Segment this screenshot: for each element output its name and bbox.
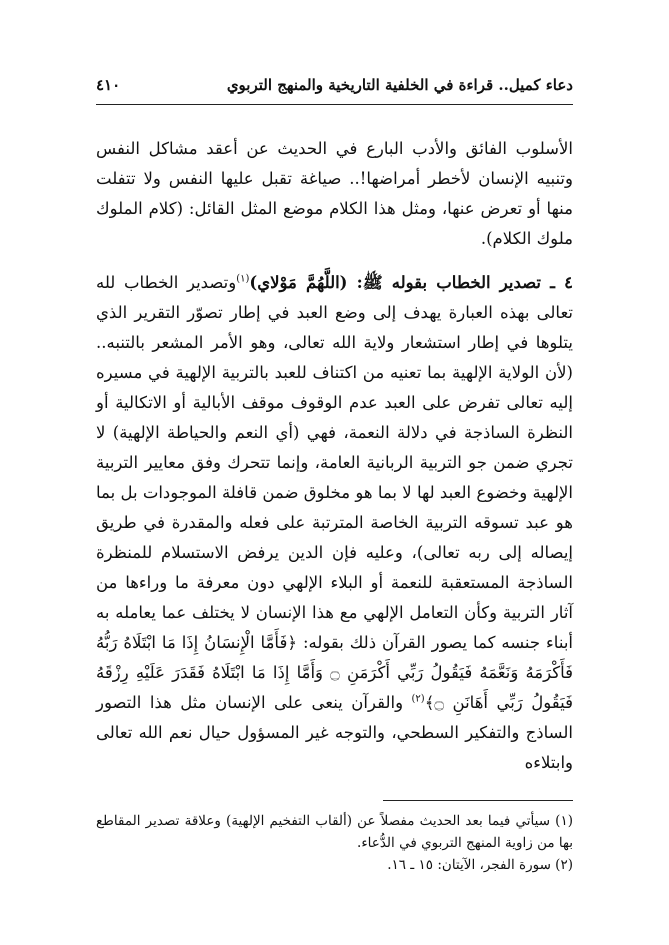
- footnote-2: (٢) سورة الفجر، الآيتان: ١٥ ـ ١٦.: [387, 857, 573, 873]
- paragraph-1: الأسلوب الفائق والأدب البارع في الحديث عن أعقد مشاكل النفس وتنبيه الإنسان لأخطر أمراضها!.. صياغة تقبل عليها النفس ولا تتفلت منها أو تعرض عنها، ومثل هذا الكلام موضع المثل القائل: (كلام الملوك ملوك الكلام).: [96, 139, 573, 248]
- footnotes: [96, 810, 573, 876]
- main-text: [96, 134, 573, 778]
- running-title: دعاء كميل.. قراءة في الخلفية التاريخية والمنهج التربوي: [226, 76, 573, 94]
- header-divider: [96, 104, 573, 105]
- footnote-divider: [383, 800, 573, 801]
- page-number: ٤١٠: [96, 76, 121, 94]
- paragraph-2-body: وتصدير الخطاب لله تعالى بهذه العبارة يهدف إلى وضع العبد في إطار تصوّر التقرير الذي يتلوها في إطار استشعار ولاية الله تعالى، وهو الأمر المشعر بالتنبه.. (لأن الولاية الإلهية بما تعنيه من اكتناف للعبد بالتربية الإلهية في مسيره إليه تعالى تفرض على العبد عدم الوقوف موقف الأبالية أو الاتكالية أو النظرة الساذجة في دلالة النعمة، فهي (أي النعم والحياطة الإلهية) لا تجري ضمن جو التربية الربانية العامة، وإنما تتحرك وفق معايير التربية الإلهية وخضوع العبد لها لا بما هو مخلوق ضمن قافلة الموجودات بل بما هو عبد تسوقه التربية الخاصة المترتبة على فعله والمقدرة في طريق إيصاله إلى ربه تعالى)، وعليه فإن الدين يرفض الاستسلام للمنظرة الساذجة المستعقبة للنعمة أو البلاء الإلهي دون معرفة ما وراءها من آثار التربية وكأن التعامل الإلهي مع هذا الإنسان لا يختلف عما يعامله به أبناء جنسه كما يصور القرآن ذلك بقوله: ﴿فَأَمَّا الْإِنسَانُ إِذَا مَا ابْتَلَاهُ رَبُّهُ فَأَكْرَمَهُ وَنَعَّمَهُ فَيَقُولُ رَبِّي أَكْرَمَنِ ۝ وَأَمَّا إِذَا مَا ابْتَلَاهُ فَقَدَرَ عَلَيْهِ رِزْقَهُ فَيَقُولُ رَبِّي أَهَانَنِ ۝﴾: [96, 273, 574, 712]
- paragraph-2-lead: ٤ ـ تصدير الخطاب بقوله ﷺ: (اللَّهُمَّ مَوْلاي): [249, 273, 573, 292]
- page-header: [96, 72, 573, 98]
- footnote-ref-1: (١): [236, 273, 250, 285]
- paragraph-2-end: والقرآن ينعى على الإنسان مثل هذا التصور الساذج والتفكير السطحي، والتوجه غير المسؤول حيال نعم الله تعالى وابتلاءه: [96, 693, 573, 772]
- paragraph-2: [96, 268, 573, 778]
- footnote-ref-2: (٢): [411, 693, 425, 705]
- paragraph-gap: [96, 254, 573, 268]
- footnote-1: (١) سيأتي فيما بعد الحديث مفصلاً عن (ألقاب التفخيم الإلهية) وعلاقة تصدير المقاطع بها من زاوية المنهج التربوي في الدُّعاء.: [96, 813, 573, 851]
